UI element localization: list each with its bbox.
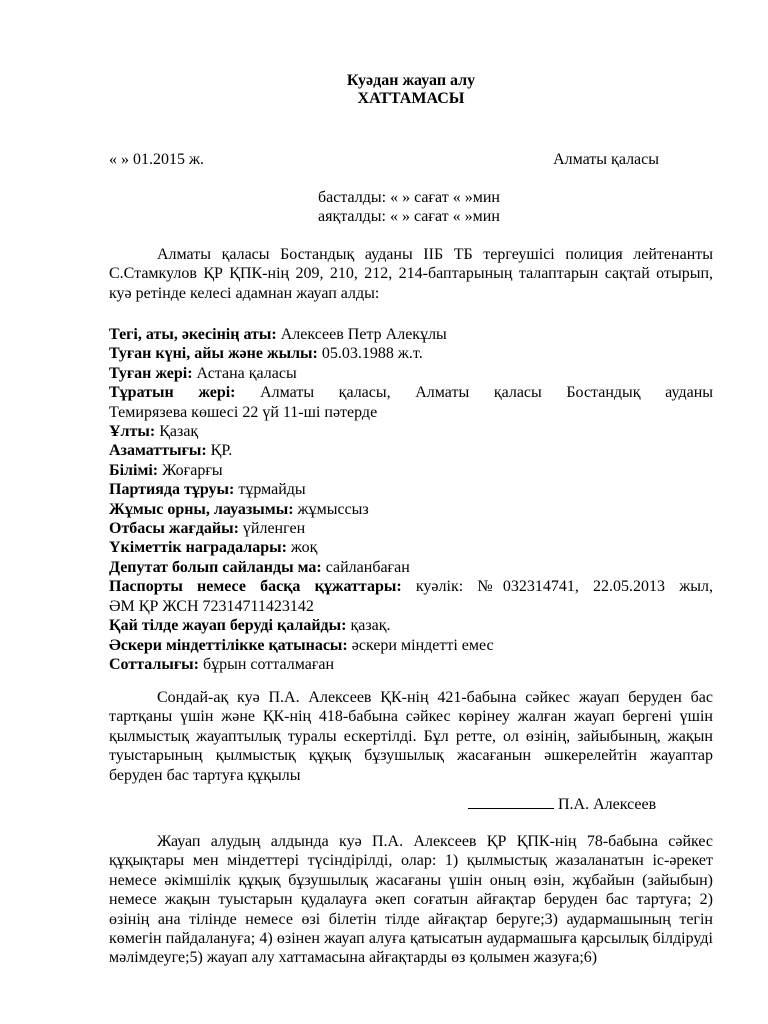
signature-line — [468, 794, 554, 809]
field-label: Партияда тұруы: — [109, 481, 235, 499]
field-value: Жоғарғы — [158, 461, 223, 479]
title-line-1: Куәдан жауап алу — [346, 72, 476, 89]
signature-block — [468, 794, 656, 814]
field-value: сайланбаған — [321, 558, 410, 576]
field-birth-place — [109, 364, 713, 383]
field-value: Астана қаласы — [192, 364, 297, 382]
warning-paragraph: Сондай-ақ куә П.А. Алексеев ҚК-нің 421-бабына сәйкес жауап беруден бас тартқаны үшін және ҚК-нің 418-бабына сәйкес көрінеу жалған жауап бергені үшін қылмыстық жауаптылық туралы ескертілді. Бұл ретте, ол өзінің, зайыбының, жақын туыстарының қылмыстық құқық бұзушылық жасағанын әшкерелейтін жауаптар беруден бас тартуға құқылы — [109, 689, 713, 784]
field-nationality — [109, 422, 713, 441]
field-label: Азаматтығы: — [109, 442, 207, 460]
field-residence — [109, 383, 713, 402]
field-label: Ұлты: — [109, 423, 156, 441]
title-line-2: ХАТТАМАСЫ — [357, 90, 465, 107]
field-label: Әскери міндеттілікке қатынасы: — [109, 636, 348, 654]
field-value: жоқ — [286, 539, 318, 557]
rights-paragraph: Жауап алудың алдында куә П.А. Алексеев ҚР ҚПК-нің 78-бабына сәйкес құқықтары мен міндеттері түсіндірілді, олар: 1) қылмыстық жазаланатын іс-әрекет немесе әкімшілік құқық бұзушылық жасағаны үшін оның өзін, жұбайын (зайыбын) немесе жақын туыстарын қудалауға әкеп соғатын айғақтар беруден бас тартуға; 2) өзінің ана тілінде немесе өзі білетін тілде айғақтар беруге;3) аудармашының тегін көмегін пайдалануға; 4) өзінен жауап алуға қатысатын аудармашыға қарсылық білдіруді мәлімдеуге;5) жауап алу хаттамасына айғақтарды өз қолымен жазуға;6) — [109, 833, 713, 967]
field-value: әскери міндетті емес — [347, 636, 494, 654]
field-family-status — [109, 519, 713, 538]
field-value: тұрмайды — [234, 481, 306, 499]
field-full-name — [109, 325, 713, 344]
field-value-cont: ӘМ ҚР ЖСН 72314711423142 — [109, 597, 314, 615]
field-label: Білімі: — [109, 461, 159, 479]
time-ended: аяқталды: « » сағат « »мин — [318, 208, 500, 225]
field-value: бұрын сотталмаған — [198, 655, 335, 673]
field-value: ҚР. — [206, 442, 233, 460]
field-birth-date — [109, 344, 713, 363]
field-label: Үкіметтік наградалары: — [109, 539, 287, 557]
field-label: Отбасы жағдайы: — [109, 520, 239, 538]
field-residence-cont — [109, 403, 713, 422]
field-value: жұмыссыз — [293, 500, 369, 518]
field-language — [109, 616, 713, 635]
document-title — [109, 72, 713, 108]
field-value: қазақ. — [346, 617, 391, 635]
time-started: басталды: « » сағат « »мин — [318, 189, 500, 206]
field-passport-cont — [109, 597, 713, 616]
field-education — [109, 461, 713, 480]
field-conviction — [109, 655, 713, 674]
witness-fields — [109, 325, 713, 674]
field-label: Сотталығы: — [109, 655, 199, 673]
signature-name: П.А. Алексеев — [554, 796, 657, 813]
field-value: Алексеев Петр Алекұлы — [276, 326, 447, 343]
field-awards — [109, 538, 713, 557]
field-citizenship — [109, 441, 713, 460]
field-label: Паспорты немесе басқа құжаттары: — [109, 578, 402, 596]
field-value: үйленген — [238, 520, 306, 538]
protocol-date: « » 01.2015 ж. — [109, 151, 205, 168]
field-label: Қай тілде жауап беруді қалайды: — [109, 617, 347, 635]
field-label: Депутат болып сайланды ма: — [109, 558, 322, 576]
field-label: Тегі, аты, әкесінің аты: — [109, 326, 277, 343]
field-value: 05.03.1988 ж.т. — [317, 345, 423, 363]
field-passport — [109, 577, 713, 596]
intro-paragraph: Алматы қаласы Бостандық ауданы ІІБ ТБ тергеушісі полиция лейтенанты С.Стамкулов ҚР ҚПК-нің 209, 210, 212, 214-баптарының талаптарын сақтай отырып, куә ретінде келесі адамнан жауап алды: — [109, 246, 713, 302]
field-value-cont: Темирязева көшесі 22 үй 11-ші пәтерде — [109, 403, 378, 421]
field-value: Алматы қаласы, Алматы қаласы Бостандық ауданы — [235, 384, 714, 402]
field-label: Туған күні, айы және жылы: — [109, 345, 318, 363]
field-label: Туған жері: — [109, 364, 193, 382]
field-deputy — [109, 558, 713, 577]
field-label: Жұмыс орны, лауазымы: — [109, 500, 294, 518]
field-party — [109, 480, 713, 499]
protocol-city: Алматы қаласы — [553, 151, 659, 168]
field-value: Қазақ — [155, 423, 199, 441]
field-workplace — [109, 500, 713, 519]
field-label: Тұратын жері: — [109, 384, 236, 402]
field-military — [109, 636, 713, 655]
field-value: куәлік: №032314741, 22.05.2013 жыл, — [401, 578, 713, 596]
